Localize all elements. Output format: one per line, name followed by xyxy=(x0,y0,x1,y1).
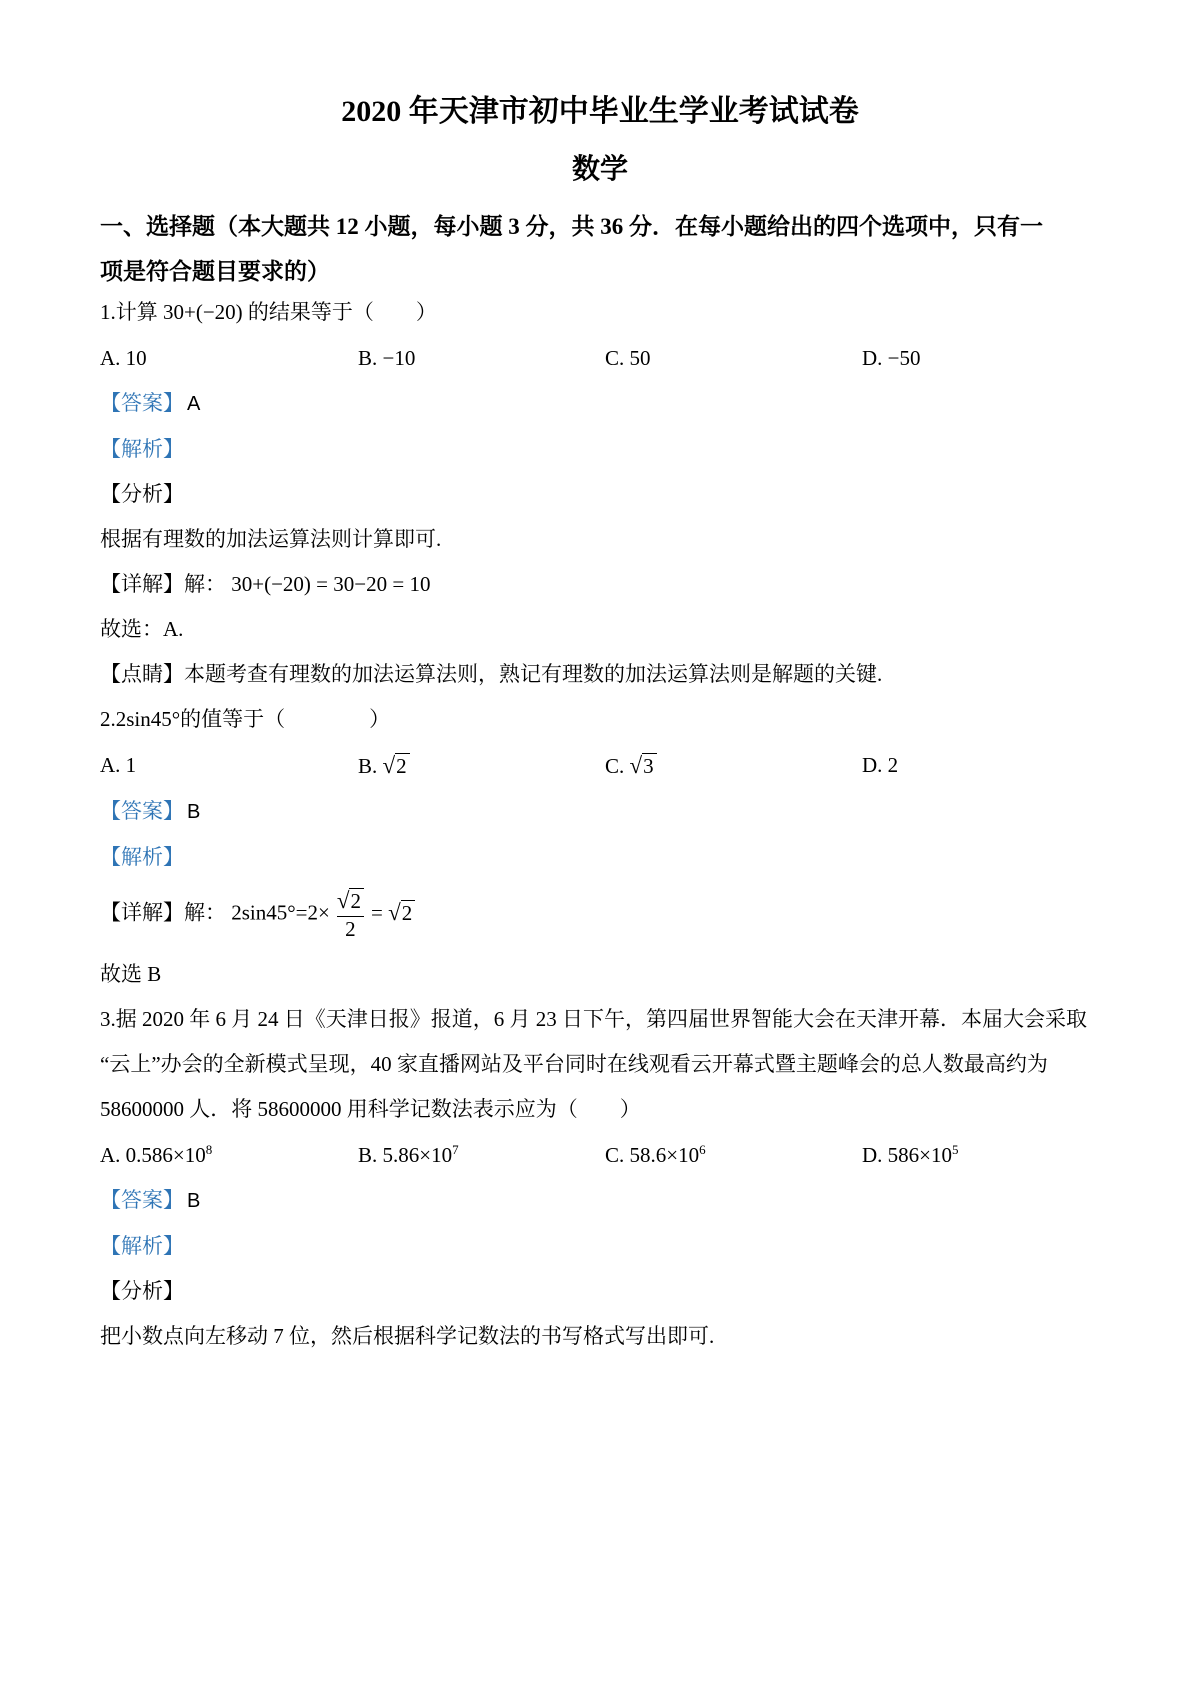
q3-fenxi-line xyxy=(100,1277,1100,1306)
q3-stem-line2: “云上”办会的全新模式呈现，40 家直播网站及平台同时在线观看云开幕式暨主题峰会的总人数最高约为 xyxy=(100,1051,1048,1076)
q1-detail-line xyxy=(100,570,1100,599)
q1-option-a: A. 10 xyxy=(100,346,147,370)
q2-detail-line xyxy=(100,888,1100,942)
q3-answer-value: B xyxy=(187,1189,201,1212)
jiexi-label: 【解析】 xyxy=(100,845,184,869)
q1-answer-line xyxy=(100,389,1100,419)
equals-sign: = xyxy=(370,900,383,925)
dianjing-label: 【点睛】 xyxy=(100,662,184,686)
jiexi-label: 【解析】 xyxy=(100,437,184,461)
q1-option-c: C. 50 xyxy=(605,346,651,370)
q3-options xyxy=(100,1140,1100,1171)
jiexi-label: 【解析】 xyxy=(100,1233,184,1258)
section-header-line2: 项是符合题目要求的） xyxy=(100,259,330,284)
fenxi-label: 【分析】 xyxy=(100,1278,184,1303)
q2-answer-value: B xyxy=(187,801,201,823)
xiangjie-label: 【详解】 xyxy=(100,572,184,596)
q3-option-b: B. $5.86\times 10^7$ xyxy=(358,1141,459,1167)
sqrt-2-result: √2 xyxy=(388,901,415,925)
q1-options xyxy=(100,343,1100,374)
q1-tip-text: 本题考查有理数的加法运算法则，熟记有理数的加法运算法则是解题的关键. xyxy=(184,662,883,686)
q2-jiexi-line xyxy=(100,843,1100,872)
q3-jiexi-line xyxy=(100,1232,1100,1261)
q2-options xyxy=(100,750,1100,782)
q1-analysis-text: 根据有理数的加法运算法则计算即可. xyxy=(100,527,442,551)
q2-stem: 2.2sin45°的值等于（ ） xyxy=(100,707,391,731)
q2-option-a: A. 1 xyxy=(100,753,137,777)
q1-fenxi-line xyxy=(100,480,1100,509)
section-header-line1: 一、选择题（本大题共 12 小题，每小题 3 分，共 36 分．在每小题给出的四个选项中，只有一 xyxy=(100,214,1043,239)
q3-analysis-text: 把小数点向左移动 7 位，然后根据科学记数法的书写格式写出即可. xyxy=(100,1323,715,1348)
q1-detail-prefix: 解： xyxy=(184,572,232,596)
section-header xyxy=(100,204,1100,294)
q1-stem: 1.计算 30+(−20) 的结果等于（ ） xyxy=(100,300,437,324)
q3-stem-line1: 3.据 2020 年 6 月 24 日《天津日报》报道，6 月 23 日下午，第四届世界智能大会在天津开幕．本届大会采取 xyxy=(100,1006,1087,1031)
q3-option-d: D. $586\times 10^5$ xyxy=(862,1141,959,1167)
q3-option-c: C. $58.6\times 10^6$ xyxy=(605,1141,706,1167)
sqrt-2: √2 xyxy=(337,889,364,913)
answer-label: 【答案】 xyxy=(100,391,184,415)
q2-option-b: B. √2 xyxy=(358,750,605,782)
q2-detail-prefix: 解： 2sin45°=2× xyxy=(184,900,330,925)
sqrt-3: √3 xyxy=(630,754,657,778)
q3-stem-line3: 58600000 人．将 58600000 用科学记数法表示应为（ ） xyxy=(100,1096,641,1121)
q3-answer-line xyxy=(100,1186,1100,1216)
q1-option-b: B. −10 xyxy=(358,346,416,370)
answer-label: 【答案】 xyxy=(100,1187,184,1212)
fraction-sqrt2-over-2: $\frac{√2}{2}$ xyxy=(335,888,366,942)
q1-tip-line xyxy=(100,660,1100,689)
q1-answer-value: A xyxy=(187,393,201,415)
q1-option-d: D. −50 xyxy=(862,346,921,370)
q1-jiexi-line xyxy=(100,435,1100,464)
xiangjie-label: 【详解】 xyxy=(100,900,184,925)
sqrt-2: √2 xyxy=(383,754,410,778)
q2-option-d: D. 2 xyxy=(862,753,899,777)
answer-label: 【答案】 xyxy=(100,799,184,823)
page-title: 2020 年天津市初中毕业生学业考试试卷 xyxy=(341,95,859,128)
q2-option-c: C. √3 xyxy=(605,750,862,782)
page-subtitle: 数学 xyxy=(571,154,628,185)
q1-detail-math: 30+(−20) = 30−20 = 10 xyxy=(231,572,431,596)
fenxi-label: 【分析】 xyxy=(100,482,184,506)
q2-conclusion: 故选 B xyxy=(100,961,162,986)
q3-option-a: A. $0.586\times 10^8$ xyxy=(100,1141,213,1167)
q1-conclusion: 故选：A. xyxy=(100,617,184,641)
q2-answer-line xyxy=(100,797,1100,827)
